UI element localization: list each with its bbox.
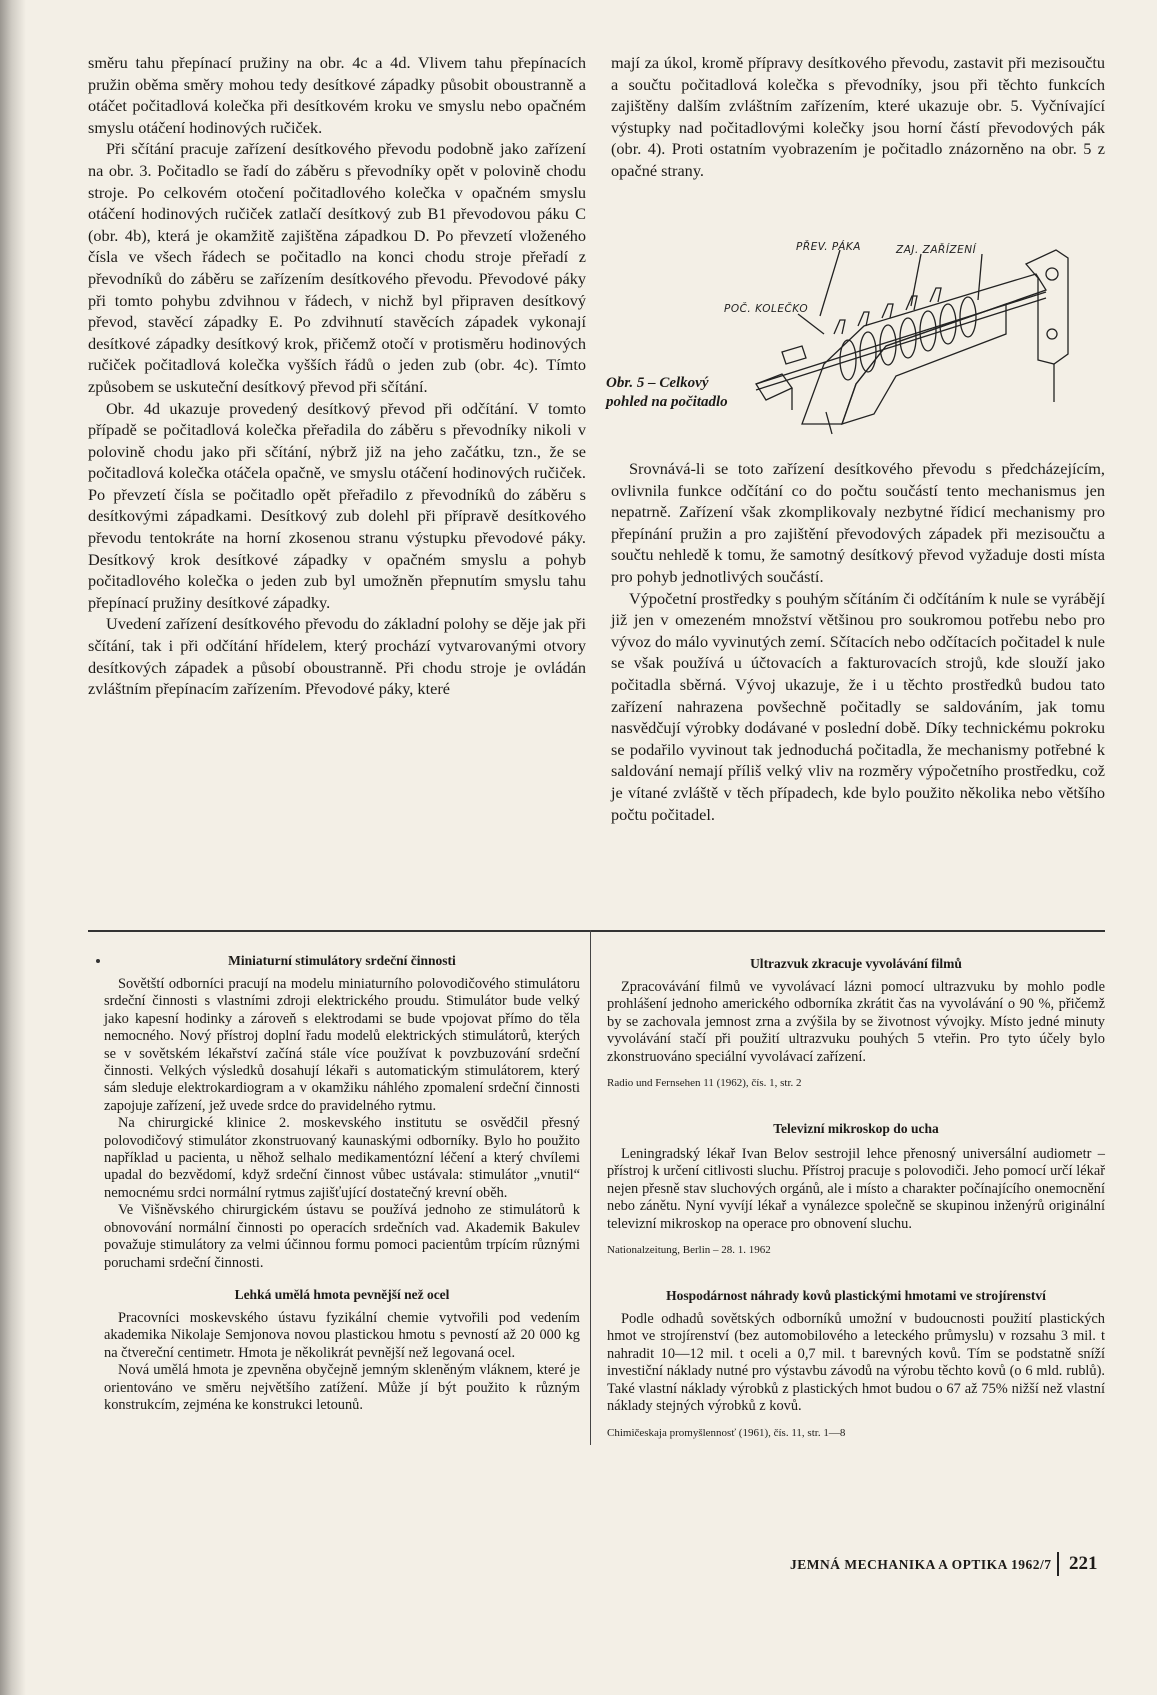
- label-poc-kolecko: POČ. KOLEČKO: [724, 303, 809, 315]
- news-item: [104, 1286, 580, 1414]
- news-column-right: [607, 955, 1105, 1440]
- paragraph: Uvedení zařízení desítkového převodu do základní polohy se děje jak při sčítání, tak i při odčítání hřídelem, který prochází vytvarovanými otvory desítkových západek a působí oboustranně. Při chodu stroje je ovládán zvláštním přepínacím zařízením. Převodové páky, které: [88, 614, 586, 699]
- counter-mechanism-drawing: [606, 234, 1082, 446]
- paragraph: Na chirurgické klinice 2. moskevského institutu se osvědčil přesný polovodičový stimulátor zkonstruovaný kaunaskými odborníky. Bylo ho použito například u pacienta, u něhož selhalo medikamentózní léčení a který chvílemi upadal do bezvědomí, když srdeční činnost vůbec ustávala: stimulátor „vnutil“ nemocnému srdci normální rytmus zajišťující dostatečný krevní oběh.: [104, 1115, 580, 1201]
- paragraph: Ve Višněvského chirurgickém ústavu se používá jednoho ze stimulátorů k obnovování normální činnosti po operacích srdečních vad. Akademik Bakulev považuje stimulátory za velmi účinnou formu pomoci pacientům trpícím různými poruchami srdeční činnosti.: [104, 1202, 580, 1271]
- paragraph: Pracovníci moskevského ústavu fyzikální chemie vytvořili pod vedením akademika Nikolaje Semjonova novou plastickou hmotu s pevností až 20 000 kg na čtvereční centimetr. Hmota je několikrát pevnější než legovaná ocel.: [104, 1309, 580, 1361]
- paragraph: Nová umělá hmota je zpevněna obyčejně jemným skleněným vláknem, které je orientováno ve směru největšího zatížení. Může jí být použito k různým konstrukcím, zejména ke konstrukci letounů.: [104, 1362, 580, 1413]
- news-title: Televizní mikroskop do ucha: [773, 1121, 939, 1137]
- news-title: Ultrazvuk zkracuje vyvolávání filmů: [750, 956, 962, 971]
- section-divider: [88, 930, 1105, 932]
- caption-line: Obr. 5 – Celkový: [606, 375, 709, 391]
- news-column-left: [104, 952, 580, 1414]
- caption-line: pohled na počitadlo: [606, 394, 728, 410]
- article-column-right-top: [611, 52, 1105, 182]
- paragraph: Sovětští odborníci pracují na modelu miniaturního polovodičového stimulátoru srdeční činnosti s vlastními zdroji elektrického proudu. Stimulátor bude velký jako kapesní hodinky a zároveň s elektrodami se bude vpojovat přímo do těla nemocného. Nový přístroj doplní řadu modelů elektrických stimulátorů, kterých se v sovětském lékařství začíná stále více používat k povzbuzování srdeční činnosti. Velkých výsledků dosahují lékaři s automatickým stimulátorem, který sám sleduje elektrokardiogram a v okamžiku náhlého zpomalení srdeční činnosti zapojuje zařízení, jež uvede srdce do pravidelného rytmu.: [104, 976, 580, 1114]
- footer-separator: [1057, 1552, 1059, 1576]
- figure-5: [606, 234, 1082, 446]
- journal-name: JEMNÁ MECHANIKA A OPTIKA 1962/7: [790, 1557, 1052, 1572]
- column-divider: [590, 930, 591, 1445]
- page-number: 221: [1069, 1553, 1098, 1574]
- news-title: Hospodárnost náhrady kovů plastickými hmotami ve strojírenství: [666, 1288, 1046, 1304]
- source-citation: Chimičeskaja promyšlennosť (1961), čís. 11, str. 1—8: [607, 1426, 846, 1439]
- news-title: Lehká umělá hmota pevnější než ocel: [234, 1286, 450, 1302]
- paragraph: Obr. 4d ukazuje provedený desítkový převod při odčítání. V tomto případě se počitadlová kolečka přeřadila do záběru s převodníky nikoli v polovině chodu jako při sčítání, nýbrž již na jeho začátku, tzn., že se počitadlová kolečka otáčela opačně, ve smyslu otáčení hodinových ručiček. Po převzetí čísla se počitadlo opět přeřadilo z převodníků do záběru s desítkovými západkami. Desítkový zub dolehl při přípravě desítkového převodu tentokráte na horní zkosenou stranu výstupku převodové páky. Desítkový krok desítkové západky v opačném smyslu a pohyb počitadlového kolečka o jeden zub byl umožněn přepnutím smyslu tahu přepínací pružiny desítkové západky.: [88, 398, 586, 612]
- paragraph: Podle odhadů sovětských odborníků umožní v budoucnosti použití plastických hmot ve strojírenství (bez automobilového a leteckého průmyslu) v rozsahu 3 mil. t nahradit 10—12 mil. t oceli a 0,7 mil. t barevných kovů. Tím se podstatně sníží investiční náklady nutné pro výstavbu závodů na výrobu těchto kovů (o 6 mld. rublů). Také vlastní náklady výrobků z plastických hmot budou o 67 až 75% nižší než vlastní náklady stejných výrobků z kovů.: [607, 1311, 1105, 1415]
- paragraph: Při sčítání pracuje zařízení desítkového převodu podobně jako zařízení na obr. 3. Počitadlo se řadí do záběru s převodníky opět v polovině chodu stroje. Po celkovém otočení počitadlového kolečka v opačném smyslu otáčení hodinových ručiček zatlačí desítkový zub B1 převodovou páku C (obr. 4b), která je okamžitě zajištěna západkou D. Po převzetí vloženého čísla ve všech řádech se počitadlo na konci chodu stroje přeřadí z převodníků do záběru se zařízením desítkového převodu. Převodové páky při tomto pohybu zdvihnou v řádech, v nichž byl připraven desítkový převod, stavěcí západky E. Po zdvihnutí stavěcích západek vykonají desítkové západky desítkový krok, přičemž otočí v protisměru hodinových ručiček počitadlová kolečka vyšších řádů o jeden zub (obr. 4c). Tímto způsobem se uskuteční desítkový převod při sčítání.: [88, 139, 586, 396]
- figure-caption: [606, 374, 766, 412]
- paragraph: směru tahu přepínací pružiny na obr. 4c a 4d. Vlivem tahu přepínacích pružin oběma směry mohou tedy desítkové západky působit oboustranně a otáčet počitadlová kolečka při desítkovém kroku ve smyslu nebo opačném smyslu otáčení hodinových ručiček.: [88, 53, 586, 137]
- paragraph: Srovnává-li se toto zařízení desítkového převodu s předcházejícím, ovlivnila funkce odčítání co do počtu součástí tento mechanismus jen nepatrně. Zařízení však zkomplikovaly nezbytné řídicí mechanismy pro přepínání pružin a pro zajištění převodových západek při mezisoučtu a součtu nehledě k tomu, že samotný desítkový převod vyžaduje dosti místa pro pohyb jednotlivých součástí.: [611, 459, 1105, 586]
- paragraph: Leningradský lékař Ivan Belov sestrojil lehce přenosný universální audiometr – přístroj k určení citlivosti sluchu. Přístroj pracuje s polovodiči. Jeho pomocí určí lékař nejen přesně stav sluchových orgánů, ale i místo a charakter počínajícího onemocnění nebo zánětu. Nyní vyvíjí lékař a vynálezce společně se skupinou inženýrů originální televizní mikroskop na operace pro obnovení sluchu.: [607, 1146, 1105, 1232]
- news-item: [104, 952, 580, 1272]
- paragraph: Výpočetní prostředky s pouhým sčítáním či odčítáním k nule se vyrábějí již jen v omezeném množství většinou pro soukromou potřebu nebo pro vývoz do málo vyvinutých zemí. Sčítacích nebo odčítacích počitadel k nule se však používá u účtovacích a fakturovacích strojů, kde slouží jako počitadla sběrná. Vývoj ukazuje, že i u těchto prostředků budou tato zařízení nahrazena povšechně počitadly se saldováním, jak tomu nasvědčují výrobky dodávané v poslední době. Díky technickému pokroku se podařilo vyvinout tak jednoduchá počitadla, že mechanismy potřebné k saldování nemají příliš velký vliv na rozměry výpočetního prostředku, což je vítané zvláště v těch případech, kde bylo použito několika nebo většího počtu počitadel.: [611, 588, 1105, 824]
- news-item: [607, 1287, 1105, 1439]
- paragraph: mají za úkol, kromě přípravy desítkového převodu, zastavit při mezisoučtu a součtu počitadlová kolečka s převodníky, jsou při těchto funkcích zajištěny dalším zvláštním zařízením, které ukazuje obr. 5. Vyčnívající výstupky nad počitadlovými kolečky jsou horní částí převodových pák (obr. 4). Proti ostatním vyobrazením je počitadlo znázorněno na obr. 5 z opačné strany.: [611, 53, 1105, 180]
- news-item: [607, 955, 1105, 1090]
- news-title: Miniaturní stimulátory srdeční činnosti: [228, 953, 456, 968]
- news-item: [607, 1120, 1105, 1257]
- bullet-mark: [96, 959, 100, 963]
- paragraph: Zpracovávání filmů ve vyvolávací lázni pomocí ultrazvuku by mohlo podle prohlášení jednoho amerického odborníka zkrátit čas na vyvolávání o 90 %, přičemž by se zachovala jemnost zrna a zvýšila by se životnost vývojky. Místo jedné minuty vyvolávání stačí při použití ultrazvuku pouhých 5 vteřin. Pro tyto účely bylo zkonstruováno speciální vyvolávací zařízení.: [607, 979, 1105, 1065]
- article-column-right-bottom: [611, 458, 1105, 825]
- source-citation: Radio und Fernsehen 11 (1962), čís. 1, str. 2: [607, 1077, 802, 1090]
- label-prev-paka: PŘEV. PÁKA: [796, 241, 861, 253]
- article-column-left: [88, 52, 586, 700]
- label-zaj-zarizeni: ZAJ. ZAŘÍZENÍ: [896, 244, 977, 256]
- page-footer: [790, 1552, 1110, 1576]
- source-citation: Nationalzeitung, Berlin – 28. 1. 1962: [607, 1244, 771, 1257]
- page-edge-shadow: [0, 0, 26, 1695]
